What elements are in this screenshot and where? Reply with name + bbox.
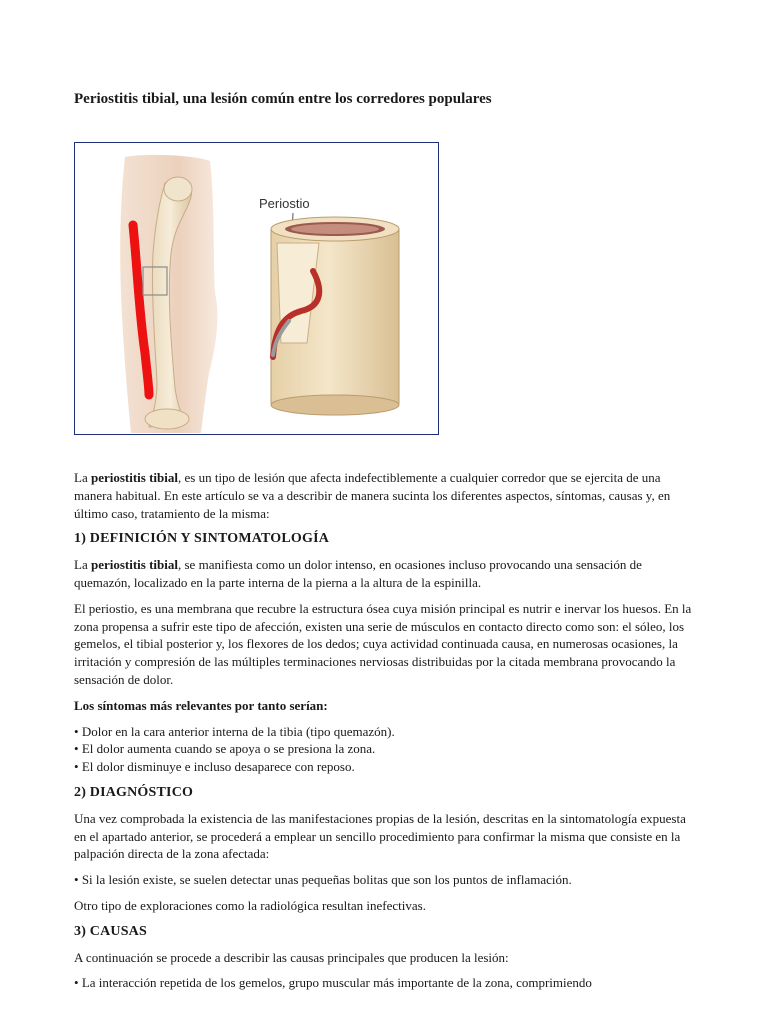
list-item: • Dolor en la cara anterior interna de la tibia (tipo quemazón). [74, 723, 694, 741]
bone-section-bottom [271, 395, 399, 415]
section-heading-causas: 3) CAUSAS [74, 923, 147, 939]
definicion-paragraph-2: El periostio, es una membrana que recubre la estructura ósea cuya misión principal es nutrir e inervar los huesos. En la zona propensa a sufrir este tipo de afección, existen una serie de músculos en contacto directo como son: el sóleo, los gemelos, el tibial posterior y, los flexores de los dedos; cuya actividad continuada causa, en numerosas ocasiones, la irritación y compresión de las múltiples terminaciones nerviosas distribuidas por la citada membrana provocando la sensación de dolor. [74, 600, 692, 687]
list-item: • El dolor aumenta cuando se apoya o se presiona la zona. [74, 740, 694, 758]
section-heading-diagnostico: 2) DIAGNÓSTICO [74, 784, 194, 800]
definicion-paragraph-1: La periostitis tibial, se manifiesta como un dolor intenso, en ocasiones incluso provocando una sensación de quemazón, localizado en la parte interna de la pierna a la altura de la espinilla. [74, 557, 642, 590]
illustration-svg [75, 143, 438, 434]
symptoms-heading: Los síntomas más relevantes por tanto serían: [74, 697, 328, 713]
article-title: Periostitis tibial, una lesión común entre los corredores populares [74, 91, 492, 107]
list-item: • Si la lesión existe, se suelen detectar unas pequeñas bolitas que son los puntos de inflamación. [74, 871, 694, 889]
list-item: • El dolor disminuye e incluso desaparece con reposo. [74, 758, 694, 776]
diagnostico-paragraph-2: Otro tipo de exploraciones como la radiológica resultan inefectivas. [74, 897, 426, 913]
tibia-periosteum-illustration [74, 142, 439, 435]
marrow-top-inner [291, 224, 379, 234]
periostio-label: Periostio [259, 196, 310, 211]
causas-paragraph-1: A continuación se procede a describir las causas principales que producen la lesión: [74, 949, 509, 965]
list-item: • La interacción repetida de los gemelos, grupo muscular más importante de la zona, comprimiendo [74, 974, 694, 992]
diagnostico-paragraph-1: Una vez comprobada la existencia de las manifestaciones propias de la lesión, descritas en la sintomatología expuesta en el apartado anterior, se procederá a emplear un sencillo procedimiento para confirmar la misma que consiste en la palpación directa de la zona afectada: [74, 810, 686, 862]
term-periostitis: periostitis tibial [90, 470, 178, 485]
section-heading-definicion: 1) DEFINICIÓN Y SINTOMATOLOGÍA [74, 531, 330, 547]
term-periostitis-2: periostitis tibial [90, 557, 178, 573]
symptoms-list [74, 723, 694, 776]
bone-foot [145, 409, 189, 429]
bone-head [164, 177, 192, 201]
article-body [74, 469, 694, 1000]
intro-paragraph: La periostitis tibial, es un tipo de lesión que afecta indefectiblemente a cualquier corredor que se ejercita de una manera habitual. En este artículo se va a describir de manera sucinta los diferentes aspectos, síntomas, causas y, en último caso, tratamiento de la misma: [74, 470, 671, 521]
diagnostico-list [74, 871, 694, 889]
causas-list [74, 974, 694, 992]
